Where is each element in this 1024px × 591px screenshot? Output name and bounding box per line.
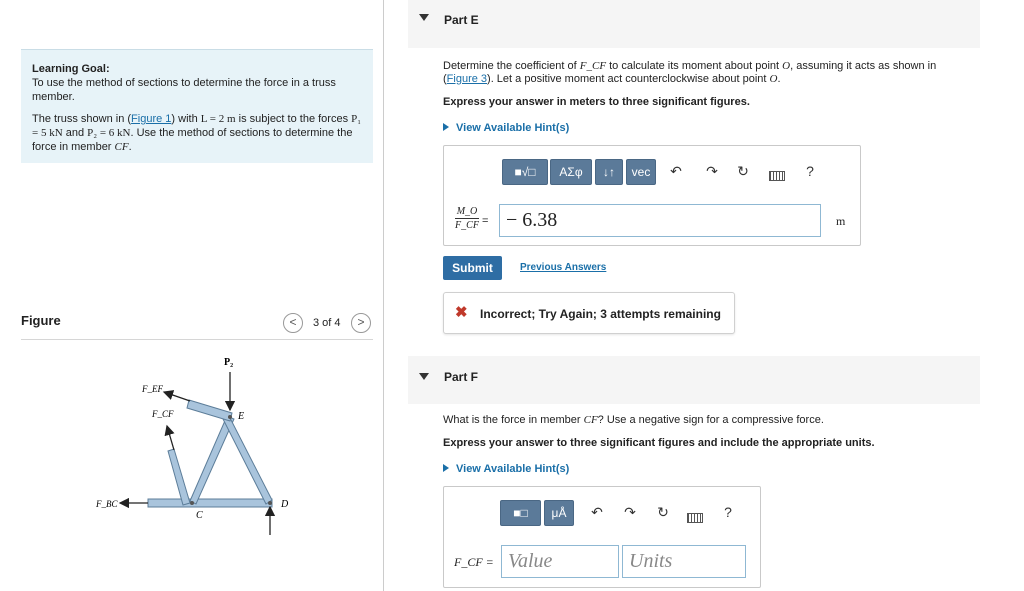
label-numerator: M_O	[456, 206, 478, 217]
sort-button[interactable]: ↓↑	[595, 159, 623, 185]
figure-header	[21, 308, 373, 340]
feedback-box	[443, 292, 735, 334]
part-f-answer-box	[443, 486, 761, 588]
part-e-question: Determine the coefficient of F_CF to calculate its moment about point O, assuming it acts as shown in (Figure 3). Let a positive moment act counterclockwise about point O.	[443, 60, 937, 85]
learning-goal-title: Learning Goal:	[32, 63, 110, 75]
part-e-instruction: Express your answer in meters to three significant figures.	[443, 96, 750, 108]
arrow-fcf	[167, 426, 174, 450]
units-button[interactable]: μÅ	[544, 500, 574, 526]
previous-answers-link[interactable]: Previous Answers	[520, 262, 607, 273]
label-p2: P₂	[224, 357, 234, 368]
pin-e	[228, 415, 232, 419]
panel-divider	[383, 0, 384, 591]
p1-value: P₁ = 5 kN	[32, 113, 362, 139]
arrow-fef	[164, 392, 190, 401]
collapse-caret-icon	[419, 373, 429, 380]
undo-icon[interactable]: ↶	[670, 163, 682, 179]
reset-icon[interactable]: ↻	[657, 504, 669, 520]
pin-c	[190, 501, 194, 505]
expand-caret-icon	[443, 123, 449, 131]
error-icon: ✖	[455, 304, 468, 321]
redo-icon[interactable]: ↷	[706, 163, 718, 179]
length-value: L = 2 m	[200, 113, 236, 125]
units-input[interactable]: Units	[622, 545, 746, 578]
label-fef: F_EF	[142, 384, 163, 394]
part-f-header[interactable]	[408, 356, 980, 404]
label-c: C	[196, 510, 203, 521]
p2-value: P₂ = 6 kN	[87, 127, 131, 139]
templates-button[interactable]: ■□	[500, 500, 541, 526]
help-icon[interactable]: ?	[724, 504, 732, 520]
learning-goal-text: To use the method of sections to determine the force in a truss member.	[32, 77, 336, 103]
redo-icon[interactable]: ↷	[624, 504, 636, 520]
learning-goal-panel	[21, 49, 373, 163]
member-ed	[223, 416, 272, 504]
part-e-hint-toggle[interactable]: View Available Hint(s)	[443, 122, 569, 134]
answer-input[interactable]: − 6.38	[499, 204, 821, 237]
part-e-answer-box	[443, 145, 861, 246]
member-cd	[190, 416, 234, 504]
undo-icon[interactable]: ↶	[591, 504, 603, 520]
part-f-title: Part F	[444, 370, 479, 384]
expand-caret-icon	[443, 464, 449, 472]
part-f-question: What is the force in member CF? Use a negative sign for a compressive force.	[443, 414, 824, 426]
help-icon[interactable]: ?	[806, 163, 814, 179]
prev-figure-button[interactable]: <	[283, 313, 303, 333]
answer-label	[455, 206, 479, 231]
pin-d	[268, 501, 272, 505]
templates-button[interactable]: ■√□	[502, 159, 548, 185]
equals-sign: =	[482, 215, 489, 227]
label-denominator: F_CF	[455, 220, 479, 231]
feedback-message: Incorrect; Try Again; 3 attempts remaining	[480, 307, 721, 321]
member-ef	[187, 400, 232, 421]
part-f-hint-toggle[interactable]: View Available Hint(s)	[443, 463, 569, 475]
label-fbc: F_BC	[96, 499, 118, 509]
unit-label: m	[836, 214, 846, 228]
next-figure-button[interactable]: >	[351, 313, 371, 333]
label-e: E	[238, 411, 245, 422]
label-fcf: F_CF	[152, 409, 174, 419]
figure-1-link[interactable]: Figure 1	[131, 113, 172, 125]
member-cf	[168, 449, 190, 505]
value-input[interactable]: Value	[501, 545, 619, 578]
answer-label: F_CF =	[454, 555, 494, 569]
greek-symbols-button[interactable]: ΑΣφ	[550, 159, 592, 185]
submit-button[interactable]: Submit	[443, 256, 502, 280]
part-f-instruction: Express your answer to three significant figures and include the appropriate units.	[443, 437, 875, 449]
keyboard-icon[interactable]	[687, 513, 703, 523]
collapse-caret-icon	[419, 14, 429, 21]
part-e-header[interactable]	[408, 0, 980, 48]
figure-3-link[interactable]: Figure 3	[446, 73, 488, 85]
member-name: CF	[114, 141, 129, 153]
keyboard-icon[interactable]	[769, 171, 785, 181]
label-d: D	[281, 499, 289, 510]
vector-button[interactable]: vec	[626, 159, 656, 185]
problem-statement: The truss shown in (Figure 1) with L = 2 m is subject to the forces P₁ = 5 kN and P₂ = 6 kN. Use the method of sections to determine the force in member CF.	[32, 113, 362, 153]
reset-icon[interactable]: ↻	[737, 163, 749, 179]
part-e-title: Part E	[444, 13, 479, 27]
figure-counter: 3 of 4	[313, 317, 341, 329]
member-bc	[148, 499, 272, 507]
figure-title: Figure	[21, 313, 61, 328]
truss-figure	[90, 350, 310, 540]
